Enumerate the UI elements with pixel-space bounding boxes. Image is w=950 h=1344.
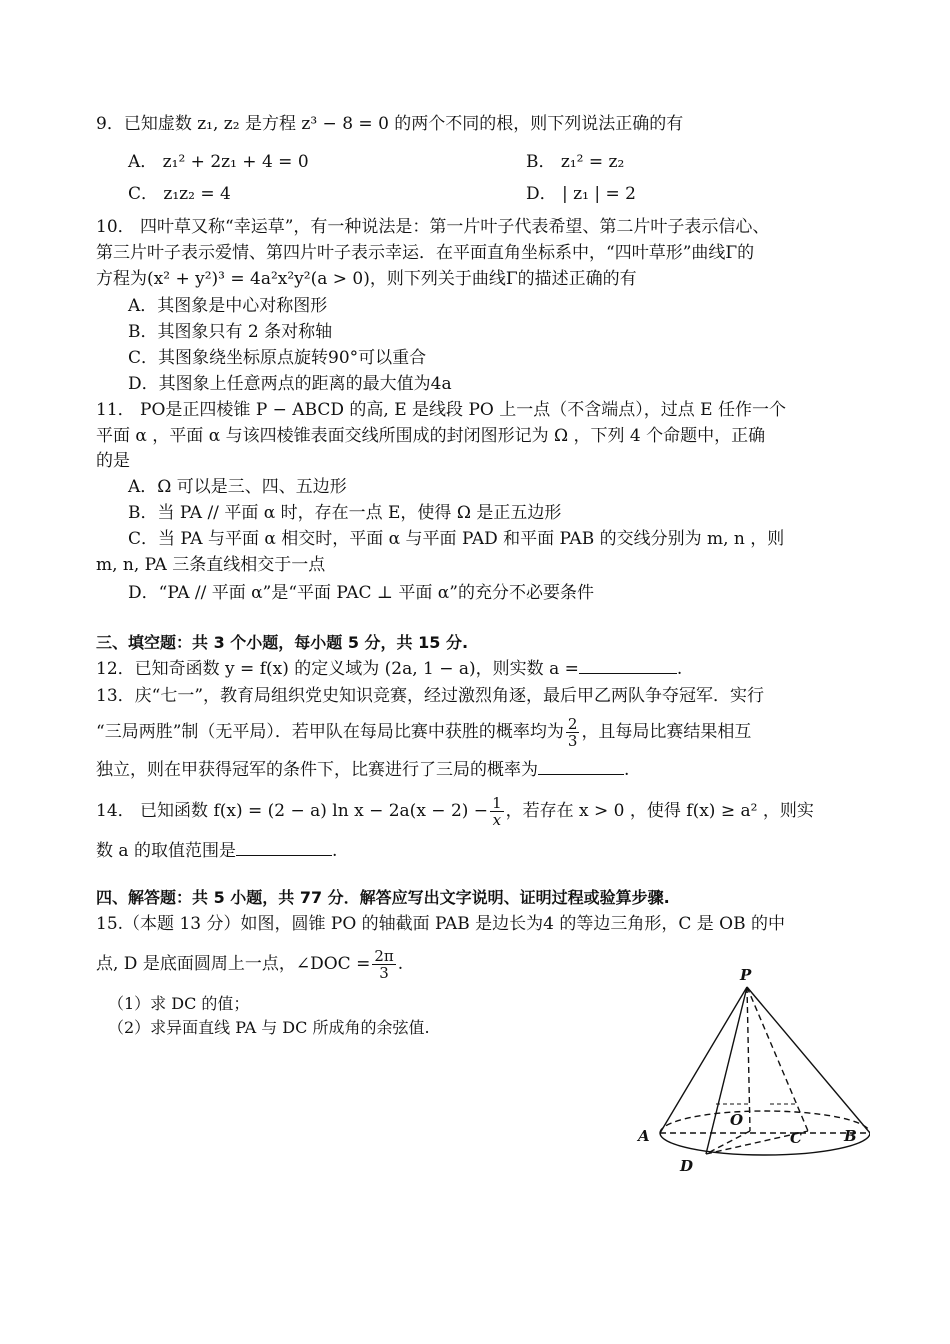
q12-text: 12．已知奇函数 y = f(x) 的定义域为 (2a, 1 − a)，则实数 a = — [96, 659, 579, 679]
section-4-title: 四、解答题：共 5 小题，共 77 分．解答应写出文字说明、证明过程或验算步骤. — [96, 888, 670, 907]
q12-end: . — [676, 659, 683, 679]
q14-fraction — [490, 795, 504, 828]
q14-end: . — [331, 841, 338, 861]
q10-line3: 方程为(x² + y²)³ = 4a²x²y²(a > 0)，则下列关于曲线Γ的描述正确的有 — [96, 269, 637, 289]
q13-line2-start: “三局两胜”制（无平局）．若甲队在每局比赛中获胜的概率均为 — [96, 722, 564, 742]
q12-answer-blank — [579, 657, 677, 674]
q13-line1: 13．庆“七一”，教育局组织党史知识竞赛，经过激烈角逐，最后甲乙两队争夺冠军．实行 — [96, 686, 765, 706]
q14-line1 — [96, 795, 880, 828]
q13-line2-end: ，且每局比赛结果相互 — [581, 722, 752, 742]
q11-option-b: B．当 PA // 平面 α 时，存在一点 E，使得 Ω 是正五边形 — [128, 503, 562, 523]
q13-frac-den: 3 — [567, 732, 578, 750]
label-O: O — [730, 1111, 744, 1129]
q11-option-c-line2: m, n, PA 三条直线相交于一点 — [96, 555, 326, 575]
label-B: B — [844, 1127, 857, 1145]
q10-line1: 10． 四叶草又称“幸运草”，有一种说法是：第一片叶子代表希望、第二片叶子表示信心、 — [96, 217, 770, 237]
q14-frac-num: 1 — [492, 794, 502, 812]
q14-line2-text: 数 a 的取值范围是 — [96, 841, 236, 861]
base-ellipse-front — [660, 1133, 870, 1155]
q9-option-a: A． z₁² + 2z₁ + 4 = 0 — [128, 152, 309, 172]
q15-fraction — [372, 948, 395, 981]
q11-option-a: A．Ω 可以是三、四、五边形 — [128, 477, 347, 497]
q15-frac-den: 3 — [379, 964, 389, 982]
q10-option-b: B．其图象只有 2 条对称轴 — [128, 322, 333, 342]
q9-option-c: C． z₁z₂ = 4 — [128, 184, 231, 204]
label-D: D — [680, 1157, 694, 1175]
q11-option-c-line1: C．当 PA 与平面 α 相交时，平面 α 与平面 PAD 和平面 PAB 的交线分别为 m, n ，则 — [128, 529, 785, 549]
q14-frac-den: x — [492, 811, 502, 829]
q9-stem: 9．已知虚数 z₁, z₂ 是方程 z³ − 8 = 0 的两个不同的根，则下列说法正确的有 — [96, 114, 684, 134]
q11-line3: 的是 — [96, 451, 130, 471]
q15-sub2: （2）求异面直线 PA 与 DC 所成角的余弦值. — [108, 1018, 430, 1037]
q10-line2: 第三片叶子表示爱情、第四片叶子表示幸运．在平面直角坐标系中，“四叶草形”曲线Γ的 — [96, 243, 755, 263]
q15-line2-end: . — [397, 954, 404, 974]
label-A: A — [638, 1127, 650, 1145]
q11-line2: 平面 α ，平面 α 与该四棱锥表面交线所围成的封闭图形记为 Ω ，下列 4 个命题中，正确 — [96, 426, 766, 446]
q13-fraction — [566, 716, 580, 749]
q9-option-d: D． | z₁ | = 2 — [526, 184, 636, 204]
q13-answer-blank — [538, 758, 624, 775]
q14-line1-start: 14． 已知函数 f(x) = (2 − a) ln x − 2a(x − 2) − — [96, 801, 489, 821]
q13-line2 — [96, 716, 880, 749]
q12 — [96, 657, 880, 681]
q13-line3-text: 独立，则在甲获得冠军的条件下，比赛进行了三局的概率为 — [96, 760, 538, 780]
segment-PC — [747, 987, 808, 1131]
q10-option-d: D．其图象上任意两点的距离的最大值为4a — [128, 374, 452, 394]
q10-option-c: C．其图象绕坐标原点旋转90°可以重合 — [128, 348, 427, 368]
q13-line3 — [96, 758, 880, 782]
segment-OD — [706, 1131, 750, 1154]
q15-line1: 15.（本题 13 分）如图，圆锥 PO 的轴截面 PAB 是边长为4 的等边三角形，C 是 OB 的中 — [96, 914, 785, 934]
axis-PO — [747, 987, 750, 1131]
q11-option-d: D．“PA // 平面 α”是“平面 PAC ⊥ 平面 α”的充分不必要条件 — [128, 583, 594, 603]
q15-sub1: （1）求 DC 的值； — [108, 994, 250, 1013]
q14-line2 — [96, 839, 880, 863]
label-C: C — [790, 1129, 802, 1147]
q15-line2-text: 点, D 是底面圆周上一点，∠DOC = — [96, 954, 371, 974]
q9-option-b: B． z₁² = z₂ — [526, 152, 625, 172]
section-3-title: 三、填空题：共 3 个小题，每小题 5 分，共 15 分. — [96, 633, 469, 652]
q13-end: . — [624, 760, 630, 780]
q10-option-a: A．其图象是中心对称图形 — [128, 296, 328, 316]
q14-answer-blank — [236, 839, 332, 856]
q15-frac-num: 2π — [374, 947, 394, 965]
base-ellipse-back — [660, 1111, 870, 1133]
q14-line1-end: ，若存在 x > 0 ，使得 f(x) ≥ a² ，则实 — [505, 801, 814, 821]
q11-line1: 11． PO是正四棱锥 P − ABCD 的高, E 是线段 PO 上一点（不含端点），过点 E 任作一个 — [96, 400, 786, 420]
q13-frac-num: 2 — [567, 715, 578, 733]
cone-figure — [630, 965, 870, 1180]
label-P: P — [740, 966, 752, 984]
